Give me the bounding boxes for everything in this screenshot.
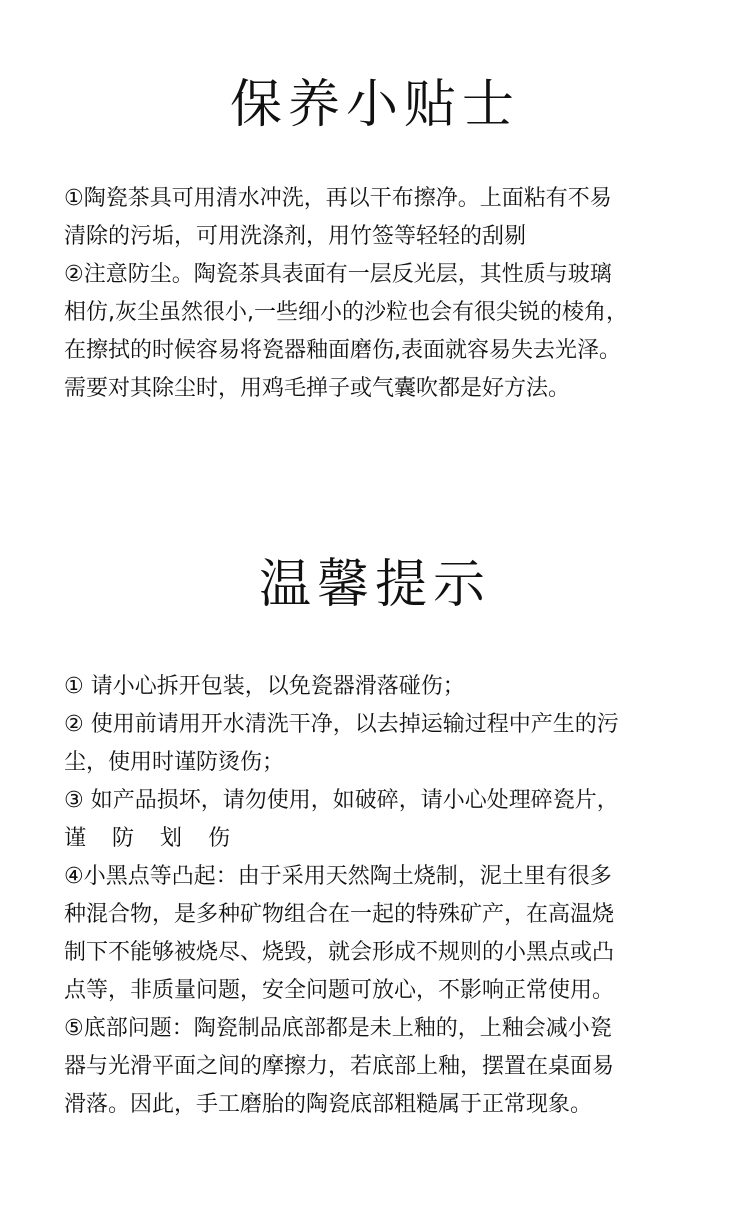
tips-line-9: 点等，非质量问题，安全问题可放心，不影响正常使用。 (64, 978, 615, 1003)
tips-line-11: 器与光滑平面之间的摩擦力，若底部上釉，摆置在桌面易 (64, 1054, 615, 1079)
tips-line-6: ④小黑点等凸起：由于采用天然陶土烧制，泥土里有很多 (64, 864, 612, 889)
tips-line-3: 尘，使用时谨防烫伤； (64, 750, 285, 775)
tips-title: 温馨提示 (258, 555, 491, 615)
care-title: 保养小贴士 (229, 75, 520, 135)
care-line-4: 相仿,灰尘虽然很小,一些细小的沙粒也会有很尖锐的棱角， (64, 300, 628, 325)
care-line-6: 需要对其除尘时，用鸡毛掸子或气囊吹都是好方法。 (64, 376, 571, 401)
tips-text (64, 668, 714, 1124)
tips-line-12: 滑落。因此，手工磨胎的陶瓷底部粗糙属于正常现象。 (64, 1092, 593, 1117)
tips-line-2: ② 使用前请用开水清洗干净，以去掉运输过程中产生的污 (64, 712, 619, 737)
tips-line-1: ① 请小心拆开包装，以免瓷器滑落碰伤； (64, 674, 465, 699)
care-line-5: 在擦拭的时候容易将瓷器釉面磨伤,表面就容易失去光泽。 (64, 338, 621, 363)
tips-line-4: ③ 如产品损坏，请勿使用，如破碎，请小心处理碎瓷片， (64, 788, 619, 813)
care-line-2: 清除的污垢，可用洗涤剂，用竹签等轻轻的刮剔 (64, 224, 527, 249)
care-line-3: ②注意防尘。陶瓷茶具表面有一层反光层，其性质与玻璃 (64, 262, 612, 287)
care-text (64, 180, 714, 408)
tips-line-10: ⑤底部问题：陶瓷制品底部都是未上釉的，上釉会减小瓷 (64, 1016, 612, 1041)
care-line-1: ①陶瓷茶具可用清水冲洗，再以干布擦净。上面粘有不易 (64, 186, 612, 211)
tips-line-7: 种混合物，是多种矿物组合在一起的特殊矿产，在高温烧 (64, 902, 615, 927)
tips-line-5: 谨防划伤 (64, 826, 257, 851)
tips-line-8: 制下不能够被烧尽、烧毁，就会形成不规则的小黑点或凸 (64, 940, 615, 965)
